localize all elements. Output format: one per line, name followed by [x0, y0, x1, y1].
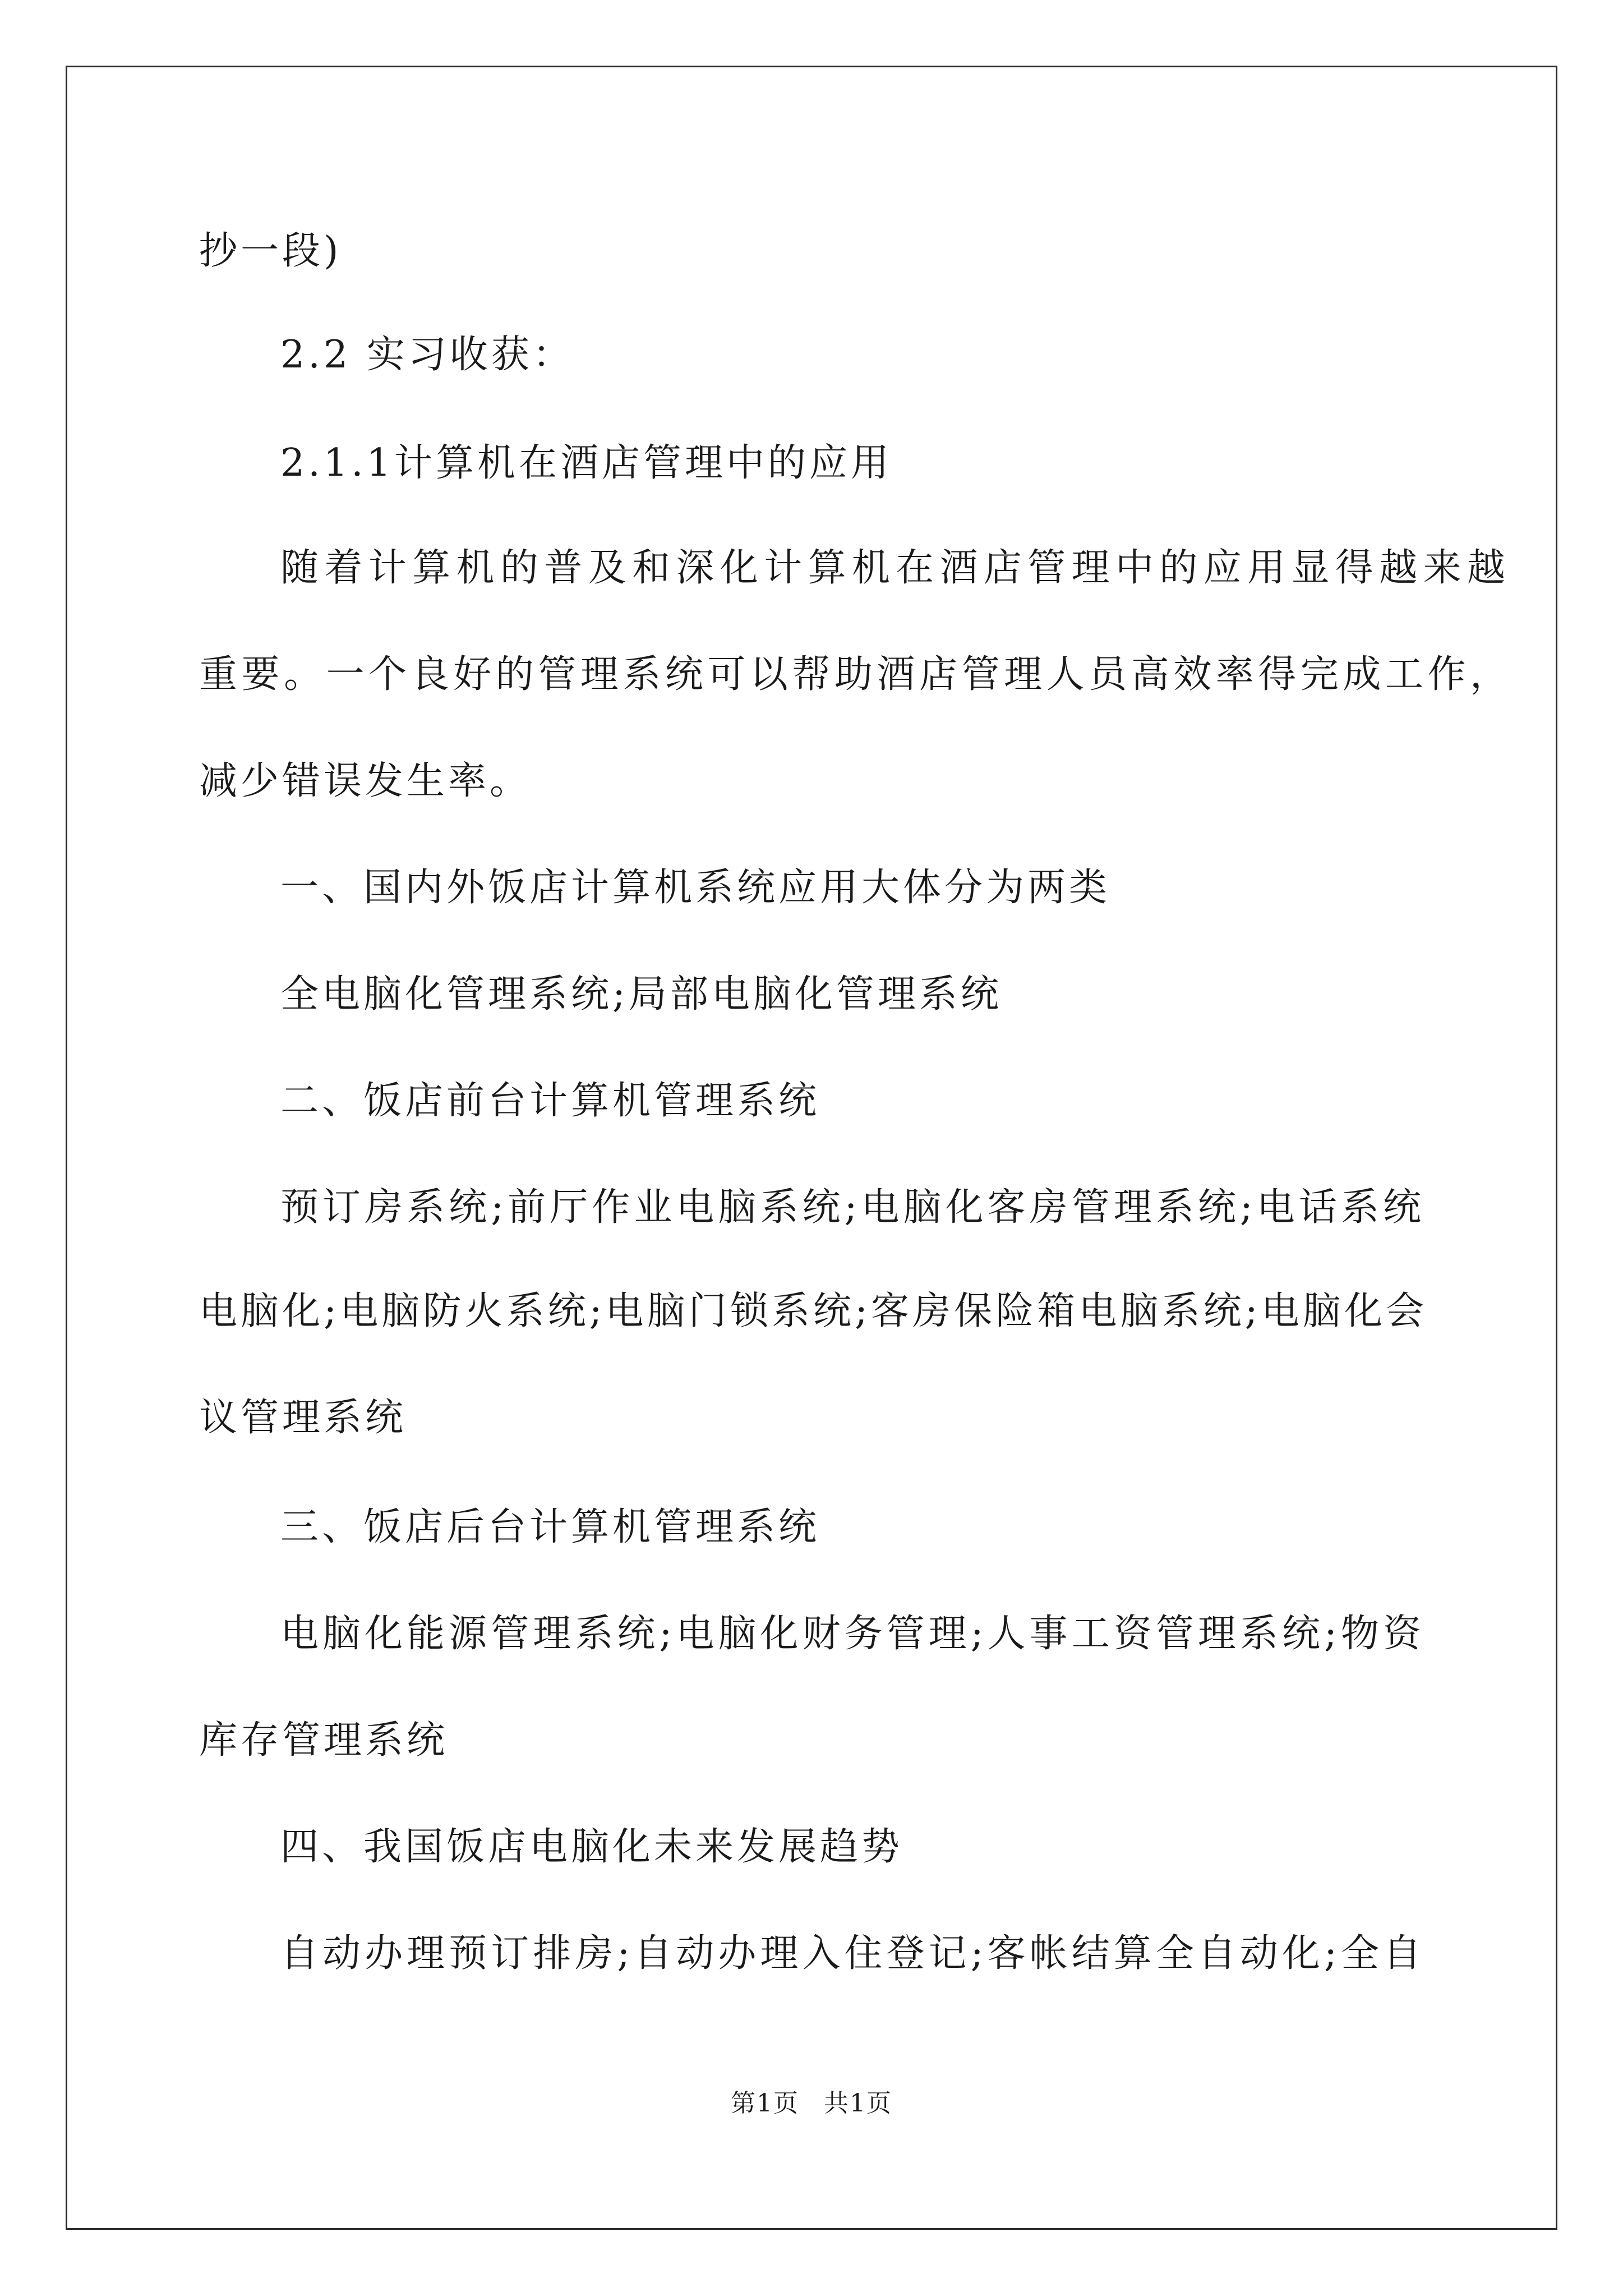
- paragraph-line-text: 电脑化能源管理系统;电脑化财务管理;人事工资管理系统;物资: [280, 1612, 1424, 1656]
- list-heading: 四、我国饭店电脑化未来发展趋势: [280, 1825, 903, 1869]
- page-total: 共1页: [824, 2089, 892, 2118]
- paragraph-line: 议管理系统: [199, 1396, 407, 1440]
- paragraph-line: [0, 541, 1623, 595]
- section-heading: 2.2 实习收获：: [280, 333, 574, 377]
- paragraph-line: [0, 1607, 1623, 1661]
- paragraph-line: 减少错误发生率。: [199, 759, 532, 803]
- list-heading: 三、饭店后台计算机管理系统: [280, 1505, 820, 1549]
- page-border: [66, 66, 1557, 2230]
- subsection-heading: 2.1.1计算机在酒店管理中的应用: [280, 441, 893, 485]
- paragraph-line: [0, 1181, 1623, 1235]
- paragraph-line-text: 自动办理预订排房;自动办理入住登记;客帐结算全自动化;全自: [280, 1931, 1424, 1976]
- text-line: 抄一段): [199, 229, 342, 273]
- paragraph-line: [0, 1285, 1623, 1338]
- paragraph-line-text: 随着计算机的普及和深化计算机在酒店管理中的应用显得越来越: [280, 546, 1509, 590]
- paragraph-line-text: 重要。一个良好的管理系统可以帮助酒店管理人员高效率得完成工作，: [199, 652, 1511, 697]
- list-heading: 二、饭店前台计算机管理系统: [280, 1079, 820, 1123]
- paragraph-line-text: 电脑化;电脑防火系统;电脑门锁系统;客房保险箱电脑系统;电脑化会: [199, 1289, 1427, 1333]
- paragraph-line: [0, 648, 1623, 702]
- list-heading: 一、国内外饭店计算机系统应用大体分为两类: [280, 866, 1111, 910]
- paragraph-line-text: 预订房系统;前厅作业电脑系统;电脑化客房管理系统;电话系统: [280, 1185, 1424, 1230]
- paragraph-line: 库存管理系统: [199, 1718, 449, 1763]
- list-item: 全电脑化管理系统;局部电脑化管理系统: [280, 972, 1002, 1016]
- page-footer: [0, 2087, 1623, 2120]
- page-number: 第1页: [731, 2089, 799, 2118]
- paragraph-line: [0, 1927, 1623, 1981]
